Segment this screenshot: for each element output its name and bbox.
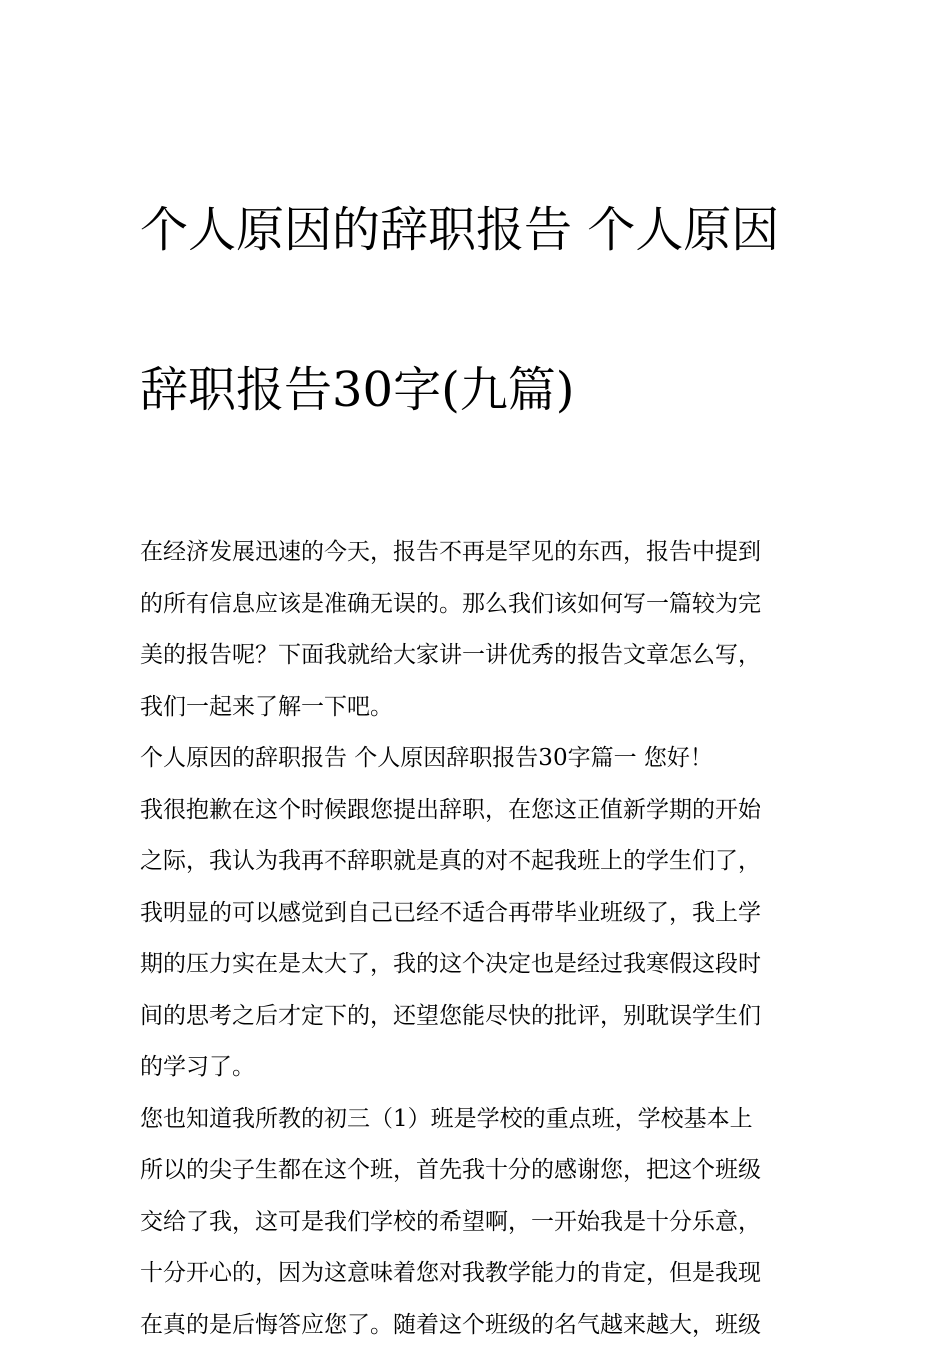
paragraph-line: 交给了我，这可是我们学校的希望啊，一开始我是十分乐意， xyxy=(140,1197,820,1249)
paragraph-class-background xyxy=(140,1094,820,1351)
paragraph-line: 我很抱歉在这个时候跟您提出辞职，在您这正值新学期的开始 xyxy=(140,785,820,837)
paragraph-heading-greeting xyxy=(140,733,820,785)
paragraph-line: 之际，我认为我再不辞职就是真的对不起我班上的学生们了， xyxy=(140,836,820,888)
paragraph-line: 十分开心的，因为这意味着您对我教学能力的肯定，但是我现 xyxy=(140,1248,820,1300)
paragraph-intro xyxy=(140,527,820,733)
title-line-1: 个人原因的辞职报告 个人原因 xyxy=(140,190,820,270)
paragraph-line: 间的思考之后才定下的，还望您能尽快的批评，别耽误学生们 xyxy=(140,991,820,1043)
document-body xyxy=(140,527,820,1351)
paragraph-line: 期的压力实在是太大了，我的这个决定也是经过我寒假这段时 xyxy=(140,939,820,991)
paragraph-line: 的学习了。 xyxy=(140,1042,820,1094)
document-title xyxy=(140,110,820,510)
paragraph-line: 在真的是后悔答应您了。随着这个班级的名气越来越大，班级 xyxy=(140,1300,820,1351)
paragraph-line: 我们一起来了解一下吧。 xyxy=(140,682,820,734)
paragraph-line: 我明显的可以感觉到自己已经不适合再带毕业班级了，我上学 xyxy=(140,888,820,940)
paragraph-line: 美的报告呢？下面我就给大家讲一讲优秀的报告文章怎么写， xyxy=(140,630,820,682)
title-line-2 xyxy=(140,350,820,430)
paragraph-line: 的所有信息应该是准确无误的。那么我们该如何写一篇较为完 xyxy=(140,579,820,631)
paragraph-resignation-reason xyxy=(140,785,820,1094)
title-line-2-text: 辞职报告30字(九篇) xyxy=(140,362,575,418)
paragraph-line: 所以的尖子生都在这个班，首先我十分的感谢您，把这个班级 xyxy=(140,1145,820,1197)
document-page xyxy=(140,110,820,1351)
paragraph-line: 在经济发展迅速的今天，报告不再是罕见的东西，报告中提到 xyxy=(140,527,820,579)
paragraph-line: 个人原因的辞职报告 个人原因辞职报告30字篇一 您好！ xyxy=(140,733,820,785)
paragraph-line: 您也知道我所教的初三（1）班是学校的重点班，学校基本上 xyxy=(140,1094,820,1146)
